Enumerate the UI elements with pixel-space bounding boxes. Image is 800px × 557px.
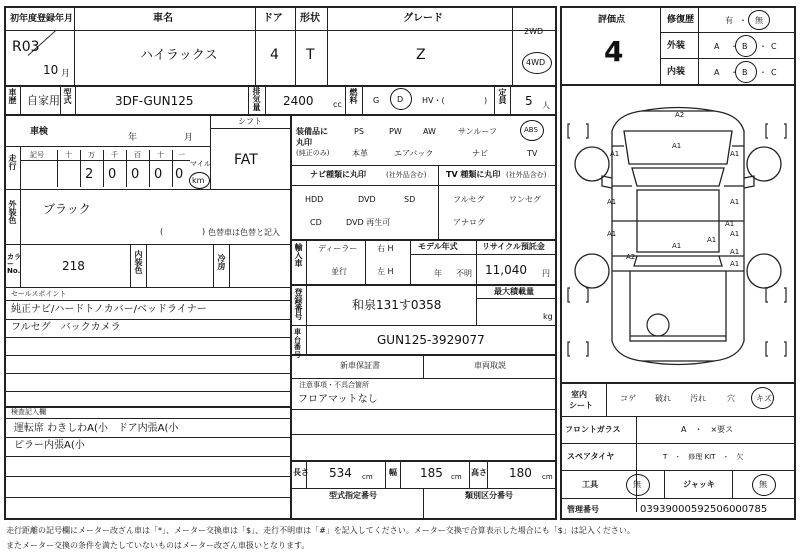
rating-label: 評価点 [598, 15, 626, 25]
tools-label: 工具 [582, 480, 598, 489]
usage-label: 車歴 [8, 88, 17, 104]
sheet-scratch: キズ [756, 394, 772, 403]
sheet-burn: コゲ [620, 394, 636, 403]
registration-value: 和泉131す0358 [352, 298, 442, 312]
chassis-label: 車台番号 [294, 328, 301, 360]
symbol-label: 記号 [30, 151, 44, 159]
cc-unit: cc [333, 100, 342, 109]
exterior-color-value: ブラック [43, 202, 91, 216]
recycle-value: 11,040 [485, 263, 527, 277]
exterior-sep-2: ・ [759, 42, 767, 51]
navi-sd: SD [404, 195, 416, 204]
interior-sep-2: ・ [759, 68, 767, 77]
import-parallel: 並行 [331, 267, 347, 276]
exterior-grade-a: A [714, 42, 720, 51]
exterior-label: 外装 [667, 41, 686, 51]
sales-points-label: セールスポイント [11, 290, 67, 298]
digit-4: 0 [175, 167, 184, 182]
paren-close: ) [202, 227, 206, 236]
mark-a1-right-quarter: A1 [725, 220, 735, 228]
door-label: ドア [263, 13, 283, 24]
capacity-value: 5 [525, 94, 533, 108]
interior-sep-1: ・ [730, 68, 738, 77]
notes-value: フロアマットなし [298, 394, 378, 405]
mark-a1-right-front-door: A1 [730, 198, 740, 206]
digit-3: 0 [154, 167, 163, 182]
displacement-label: 排気量 [252, 87, 261, 111]
drive-4wd: 4WD [526, 58, 546, 67]
equip-aw: AW [423, 127, 436, 136]
windshield-value: A ・ ×要ス [681, 425, 734, 434]
equip-pw: PW [389, 127, 402, 136]
equip-leather: 本革 [352, 149, 368, 158]
main-form-frame [4, 6, 557, 520]
recycle-yen: 円 [542, 269, 550, 278]
equip-abs: ABS [524, 126, 538, 134]
interior-label: 内装 [667, 67, 686, 77]
repair-no: 無 [755, 16, 763, 25]
jack-value: 無 [759, 480, 767, 489]
interior-grade-b: B [742, 68, 748, 77]
shift-label: シフト [238, 117, 262, 126]
digit-1: 0 [108, 167, 117, 182]
length-label: 長さ [293, 468, 309, 477]
month-value: 10 [43, 63, 59, 77]
interior-color-label: 内装色 [134, 250, 143, 274]
equip-airbag: エアバック [394, 149, 434, 158]
sales-point-line-1: 純正ナビ/ハードトノカバー/ベッドライナー [11, 304, 207, 315]
first-reg-label: 初年度登録年月 [10, 14, 74, 24]
class-number-label: 類別区分番号 [465, 491, 513, 500]
navi-type-label: ナビ種類に丸印 [310, 170, 366, 179]
shaken-month-unit: 月 [184, 133, 194, 143]
capacity-unit: 人 [542, 101, 550, 110]
digit-label-3: 百 [134, 151, 141, 159]
footer-line-1: 走行距離の記号欄にメーター改ざん車は「*」、メーター交換車は「$」、走行不明車は「#」を記入してください。メーター交換で合算表示した場合にも「$」は記入ください。 [6, 526, 635, 535]
mark-a1-tail: A1 [730, 248, 740, 256]
equip-ps: PS [354, 127, 364, 136]
length-cm: cm [362, 473, 373, 481]
paren-open: ( [160, 227, 164, 236]
car-name-label: 車名 [153, 13, 173, 24]
fuel-d: D [397, 95, 404, 104]
digit-0: 2 [85, 167, 94, 182]
doors-value: 4 [270, 47, 279, 63]
rating-score: 4 [604, 35, 624, 68]
capacity-label: 定員 [498, 88, 507, 104]
equip-label-1: 装備品に [296, 127, 328, 136]
digit-2: 0 [131, 167, 140, 182]
tv-oneseg: ワンセグ [509, 195, 541, 204]
tv-type-label: TV 種類に丸印 [446, 170, 501, 179]
mark-a1-hood: A1 [672, 142, 682, 150]
import-left-h: 左 H [377, 267, 394, 276]
width-value: 185 [420, 466, 443, 480]
inspector-line-2: ピラー内張A(小 [14, 440, 85, 451]
shape-label: 形状 [300, 13, 320, 24]
manual-doc: 車両取説 [474, 361, 506, 370]
ac-label: 冷房 [217, 254, 226, 270]
month-unit: 月 [61, 69, 71, 79]
mark-a1-right-fender: A1 [730, 150, 740, 158]
shift-value: FAT [234, 152, 258, 168]
mark-a1-left-rear-door: A1 [607, 230, 617, 238]
equip-sunroof: サンルーフ [458, 127, 497, 136]
tv-type-sub: (社外品含む) [506, 171, 547, 179]
shaken-label: 車検 [30, 127, 49, 137]
navi-dvd: DVD [358, 195, 376, 204]
management-value: 03939000592506000785 [640, 504, 768, 515]
repair-label: 修復歴 [667, 15, 695, 25]
model-value: 3DF-GUN125 [115, 94, 194, 108]
footer-line-2: またメーター交換の条件を満たしていないものはメーター改ざん車扱いとなります。 [6, 541, 310, 550]
model-year-unit: 年 [434, 269, 442, 278]
digit-label-0: 十 [65, 151, 72, 159]
km-label: km [192, 176, 205, 185]
max-load-kg: kg [543, 312, 553, 321]
interior-sheet-label-2: シート [569, 401, 593, 410]
repair-yes: 有 [725, 16, 733, 25]
sheet-hole: 穴 [727, 394, 735, 403]
mark-a1-bed-right: A1 [707, 236, 717, 244]
color-no-value: 218 [62, 259, 85, 273]
navi-cd: CD [310, 218, 322, 227]
tv-fullseg: フルセグ [453, 195, 485, 204]
height-value: 180 [509, 466, 532, 480]
height-cm: cm [542, 473, 553, 481]
exterior-sep-1: ・ [730, 42, 738, 51]
displacement-value: 2400 [283, 94, 314, 108]
mark-a1-left-front-door: A1 [607, 198, 617, 206]
jack-label: ジャッキ [683, 480, 715, 489]
width-cm: cm [451, 473, 462, 481]
registration-label: 登録番号 [294, 288, 303, 320]
car-damage-diagram [562, 86, 794, 380]
sheet-tear: 破れ [655, 394, 671, 403]
fuel-close: ) [484, 96, 488, 105]
equip-navi: ナビ [472, 149, 488, 158]
car-name-value: ハイラックス [140, 48, 218, 63]
spare-tire-label: スペアタイヤ [567, 452, 615, 461]
model-label: 型式 [63, 88, 72, 104]
max-load-label: 最大積載量 [494, 287, 534, 296]
interior-sheet-label-1: 室内 [571, 390, 587, 399]
import-label: 輸入車 [294, 243, 303, 267]
tools-value: 無 [633, 480, 641, 489]
usage-value: 自家用 [27, 94, 60, 107]
import-right-h: 右 H [377, 244, 394, 253]
repair-sep: ・ [739, 16, 747, 25]
exterior-grade-b: B [742, 42, 748, 51]
mark-a2-bumper: A2 [675, 111, 685, 119]
notes-label: 注意事項・不具合箇所 [299, 381, 369, 389]
inspector-label: 検査記入欄 [11, 408, 46, 416]
tv-analog: アナログ [453, 218, 485, 227]
height-label: 高さ [471, 468, 487, 477]
mark-a2-left-rear: A2 [626, 253, 636, 261]
import-dealer: ディーラー [318, 244, 358, 253]
drive-2wd: 2WD [524, 27, 544, 36]
width-label: 幅 [389, 468, 397, 477]
equip-tv: TV [527, 149, 538, 158]
windshield-label: フロントガラス [565, 425, 621, 434]
digit-label-2: 千 [111, 151, 118, 159]
grade-value: Z [416, 47, 426, 63]
mark-a1-bed: A1 [672, 242, 682, 250]
digit-label-1: 万 [88, 151, 95, 159]
type-number-label: 型式指定番号 [329, 491, 377, 500]
digit-label-5: 一 [178, 151, 185, 159]
navi-type-sub: (社外品含む) [386, 171, 427, 179]
navi-hdd: HDD [305, 195, 324, 204]
model-year-label: モデル年式 [418, 242, 458, 251]
equip-label-2: 丸印 [296, 138, 312, 147]
grade-label: グレード [403, 13, 443, 24]
inspector-line-1: 運転席 わきしわA(小 ドア内張A(小 [14, 423, 179, 434]
digit-label-4: 十 [157, 151, 164, 159]
recycle-label: リサイクル預託金 [482, 242, 545, 251]
mile-label: マイル [190, 160, 211, 168]
exterior-grade-c: C [771, 42, 777, 51]
interior-grade-c: C [771, 68, 777, 77]
management-label: 管理番号 [567, 505, 599, 514]
fuel-label: 燃料 [349, 88, 358, 104]
warranty-doc: 新車保証書 [340, 361, 380, 370]
mark-a1-right-rear-door: A1 [730, 230, 740, 238]
era-value: R03 [12, 39, 40, 55]
equip-label-3: (純正のみ) [296, 149, 330, 157]
color-no-label: カラーNo. [7, 253, 21, 275]
navi-dvd-play: DVD 再生可 [346, 218, 391, 227]
sales-point-line-2: フルセグ バックカメラ [11, 322, 121, 333]
sheet-dirt: 汚れ [690, 394, 706, 403]
length-value: 534 [329, 466, 352, 480]
mileage-label: 走行 [8, 154, 17, 170]
shape-value: T [306, 47, 315, 63]
color-change-note: 色替車は色替と記入 [208, 228, 280, 237]
model-year-unknown: 不明 [456, 269, 472, 278]
chassis-value: GUN125-3929077 [377, 333, 485, 347]
fuel-g: G [373, 96, 380, 105]
shaken-year-unit: 年 [128, 133, 138, 143]
spare-tire-value: T ・ 修理 KIT ・ 欠 [663, 453, 744, 461]
mark-a1-right-rear: A1 [730, 260, 740, 268]
fuel-hv: HV・( [422, 96, 445, 105]
exterior-color-label: 外装色 [8, 200, 17, 224]
interior-grade-a: A [714, 68, 720, 77]
mark-a1-left-fender: A1 [610, 150, 620, 158]
